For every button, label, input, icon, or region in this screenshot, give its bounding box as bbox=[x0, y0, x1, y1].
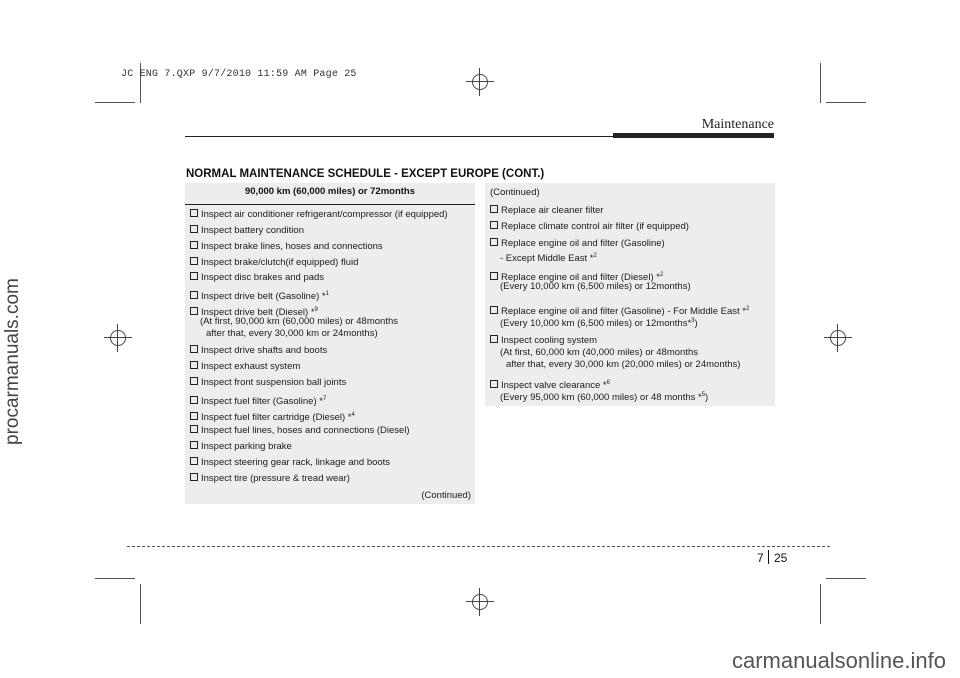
page-number-divider bbox=[768, 550, 769, 564]
list-item: Inspect front suspension ball joints bbox=[190, 377, 473, 389]
crop-mark bbox=[95, 102, 135, 103]
checkbox-icon bbox=[490, 380, 498, 388]
checkbox-icon bbox=[190, 361, 198, 369]
checkbox-icon bbox=[490, 238, 498, 246]
checkbox-icon bbox=[490, 205, 498, 213]
list-item: Inspect valve clearance *$^6$ bbox=[490, 377, 773, 392]
list-item: Inspect brake/clutch(if equipped) fluid bbox=[190, 257, 473, 269]
heading-rule bbox=[185, 204, 475, 205]
schedule-panel-right bbox=[485, 183, 775, 406]
schedule-panel-left bbox=[185, 183, 475, 504]
continued-label: (Continued) bbox=[421, 490, 471, 501]
checkbox-icon bbox=[490, 272, 498, 280]
checkbox-icon bbox=[190, 396, 198, 404]
item-note: (At first, 60,000 km (40,000 miles) or 48months bbox=[500, 347, 698, 358]
checkbox-icon bbox=[190, 377, 198, 385]
list-item: Inspect battery condition bbox=[190, 225, 473, 237]
footer-rule bbox=[127, 546, 830, 547]
crop-mark bbox=[140, 584, 141, 624]
checkbox-icon bbox=[190, 307, 198, 315]
list-item: Inspect air conditioner refrigerant/compressor (if equipped) bbox=[190, 209, 473, 221]
header-rule-accent bbox=[613, 133, 774, 138]
checkbox-icon bbox=[490, 335, 498, 343]
list-item: Replace climate control air filter (if equipped) bbox=[490, 221, 773, 233]
crop-mark bbox=[826, 578, 866, 579]
chapter-number: 7 bbox=[757, 551, 764, 565]
registration-mark-top bbox=[466, 68, 494, 96]
list-item: Replace engine oil and filter (Gasoline) bbox=[490, 238, 773, 250]
item-note: after that, every 30,000 km (20,000 miles) or 24months) bbox=[506, 359, 741, 370]
list-item: Inspect brake lines, hoses and connections bbox=[190, 241, 473, 253]
list-item: Inspect cooling system bbox=[490, 335, 773, 347]
list-item: Replace engine oil and filter (Diesel) *$^2$ bbox=[490, 269, 773, 284]
checkbox-icon bbox=[190, 473, 198, 481]
item-note: (At first, 90,000 km (60,000 miles) or 48months bbox=[200, 316, 398, 327]
registration-mark-left bbox=[104, 324, 132, 352]
checkbox-icon bbox=[190, 241, 198, 249]
page-title: NORMAL MAINTENANCE SCHEDULE - EXCEPT EUROPE (CONT.) bbox=[186, 168, 545, 180]
list-item: Replace engine oil and filter (Gasoline) - For Middle East *$^2$ bbox=[490, 303, 773, 318]
section-header: Maintenance bbox=[701, 117, 774, 132]
watermark-bottom[interactable]: carmanualsonline.info bbox=[731, 648, 946, 673]
continued-label: (Continued) bbox=[490, 187, 540, 198]
checkbox-icon bbox=[490, 221, 498, 229]
list-item: Inspect fuel lines, hoses and connections (Diesel) bbox=[190, 425, 473, 437]
item-note: - Except Middle East *$^2$ bbox=[500, 253, 597, 264]
item-note: after that, every 30,000 km or 24months) bbox=[206, 328, 378, 339]
list-item: Inspect drive shafts and boots bbox=[190, 345, 473, 357]
crop-mark bbox=[820, 63, 821, 103]
checkbox-icon bbox=[190, 272, 198, 280]
list-item: Inspect drive belt (Gasoline) *$^1$ bbox=[190, 288, 473, 303]
checkbox-icon bbox=[190, 257, 198, 265]
checkbox-icon bbox=[490, 306, 498, 314]
registration-mark-right bbox=[824, 324, 852, 352]
checkbox-icon bbox=[190, 425, 198, 433]
item-note: (Every 95,000 km (60,000 miles) or 48 months *$^5$) bbox=[500, 392, 709, 403]
header-rule bbox=[185, 136, 613, 137]
interval-heading: 90,000 km (60,000 miles) or 72months bbox=[244, 186, 416, 197]
crop-mark bbox=[820, 584, 821, 624]
list-item: Inspect steering gear rack, linkage and boots bbox=[190, 457, 473, 469]
list-item: Inspect fuel filter (Gasoline) *$^7$ bbox=[190, 393, 473, 408]
item-note: (Every 10,000 km (6,500 miles) or 12months) bbox=[500, 281, 691, 292]
checkbox-icon bbox=[190, 345, 198, 353]
list-item: Inspect tire (pressure & tread wear) bbox=[190, 473, 473, 485]
list-item: Replace air cleaner filter bbox=[490, 205, 773, 217]
list-item: Inspect drive belt (Diesel) *$^9$ bbox=[190, 304, 473, 319]
checkbox-icon bbox=[190, 225, 198, 233]
checkbox-icon bbox=[190, 412, 198, 420]
list-item: Inspect disc brakes and pads bbox=[190, 272, 473, 284]
checkbox-icon bbox=[190, 457, 198, 465]
page-number: 25 bbox=[774, 551, 788, 565]
print-slug: JC ENG 7.QXP 9/7/2010 11:59 AM Page 25 bbox=[121, 69, 357, 80]
checkbox-icon bbox=[190, 291, 198, 299]
crop-mark bbox=[95, 578, 135, 579]
list-item: Inspect exhaust system bbox=[190, 361, 473, 373]
checkbox-icon bbox=[190, 209, 198, 217]
checkbox-icon bbox=[190, 441, 198, 449]
registration-mark-bottom bbox=[466, 588, 494, 616]
list-item: Inspect fuel filter cartridge (Diesel) *$^4$ bbox=[190, 409, 473, 424]
watermark-left[interactable]: procarmanuals.com bbox=[2, 278, 23, 445]
list-item: Inspect parking brake bbox=[190, 441, 473, 453]
crop-mark bbox=[826, 102, 866, 103]
item-note: (Every 10,000 km (6,500 miles) or 12months*$^3$) bbox=[500, 318, 698, 329]
